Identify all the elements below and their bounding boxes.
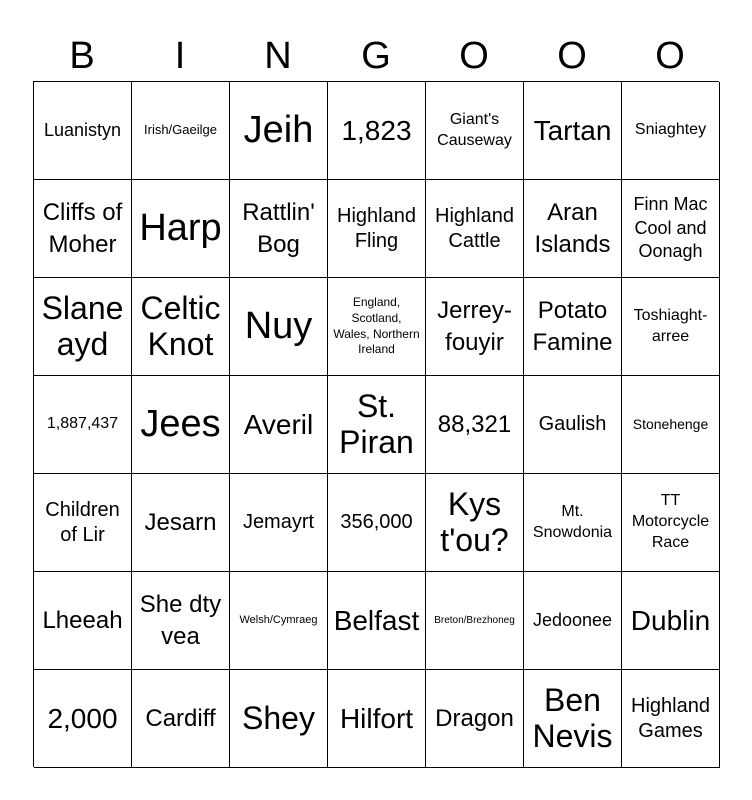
cell-text: St. Piran <box>339 388 414 460</box>
cell-text: Ben Nevis <box>532 682 613 754</box>
bingo-cell[interactable] <box>34 180 132 278</box>
bingo-cell[interactable] <box>328 670 426 768</box>
cell-text: She dty vea <box>139 591 222 650</box>
cell-text: Celtic Knot <box>140 290 221 362</box>
header-letter-i: I <box>174 35 186 77</box>
bingo-cell[interactable] <box>426 278 524 376</box>
cell-text: Jemayrt <box>242 511 315 533</box>
bingo-cell[interactable] <box>230 474 328 572</box>
cell-text: England, Scotland, Wales, Northern Ireland <box>333 295 420 357</box>
header-letter-o: O <box>459 35 489 77</box>
bingo-cell[interactable] <box>34 572 132 670</box>
header-letter-g: G <box>361 35 391 77</box>
bingo-cell[interactable] <box>524 572 622 670</box>
bingo-cell[interactable] <box>328 82 426 180</box>
cell-text: Toshiaght-arree <box>633 306 708 345</box>
cell-text: Dragon <box>435 704 514 732</box>
bingo-cell[interactable] <box>524 474 622 572</box>
cell-text: Slane ayd <box>41 290 124 362</box>
header-letter-n: N <box>264 35 292 77</box>
bingo-cell[interactable] <box>34 376 132 474</box>
cell-text: Averil <box>243 408 314 440</box>
bingo-cell[interactable] <box>622 180 720 278</box>
bingo-cell[interactable] <box>524 670 622 768</box>
cell-text: 2,000 <box>47 702 118 734</box>
cell-text: Highland Cattle <box>435 204 514 252</box>
bingo-cell[interactable] <box>524 278 622 376</box>
cell-text: Nuy <box>244 304 313 347</box>
cell-text: 356,000 <box>340 511 413 533</box>
cell-text: Children of Lir <box>45 498 120 546</box>
bingo-cell[interactable] <box>230 82 328 180</box>
bingo-cell[interactable] <box>524 180 622 278</box>
bingo-cell[interactable] <box>34 82 132 180</box>
bingo-cell[interactable] <box>34 474 132 572</box>
cell-text: Luanistyn <box>43 119 122 140</box>
bingo-cell[interactable] <box>132 82 230 180</box>
bingo-cell[interactable] <box>622 82 720 180</box>
cell-text: Breton/Brezhoneg <box>434 614 515 626</box>
cell-text: Stonehenge <box>632 415 709 432</box>
cell-text: Jerrey-fouyir <box>437 297 512 356</box>
cell-text: Hilfort <box>339 702 414 734</box>
bingo-cell[interactable] <box>132 474 230 572</box>
bingo-cell[interactable] <box>230 278 328 376</box>
bingo-cell[interactable] <box>426 572 524 670</box>
cell-text: Jeih <box>243 108 314 151</box>
cell-text: Jesarn <box>144 508 217 536</box>
cell-text: Lheeah <box>42 606 123 634</box>
bingo-cell[interactable] <box>230 670 328 768</box>
bingo-cell[interactable] <box>132 180 230 278</box>
cell-text: Harp <box>139 206 222 249</box>
cell-text: 1,887,437 <box>46 415 119 433</box>
cell-text: Shey <box>242 699 315 736</box>
cell-text: Cardiff <box>145 704 216 732</box>
bingo-cell[interactable] <box>132 670 230 768</box>
cell-text: Sniaghtey <box>634 121 707 139</box>
cell-text: Giant's Causeway <box>437 110 512 149</box>
bingo-cell[interactable] <box>524 376 622 474</box>
bingo-cell[interactable] <box>230 180 328 278</box>
bingo-board <box>33 81 719 767</box>
bingo-cell[interactable] <box>426 82 524 180</box>
bingo-cell[interactable] <box>328 474 426 572</box>
bingo-cell[interactable] <box>132 278 230 376</box>
cell-text: Gaulish <box>538 413 607 435</box>
bingo-cell[interactable] <box>426 180 524 278</box>
bingo-cell[interactable] <box>622 474 720 572</box>
cell-text: Dublin <box>630 604 711 636</box>
cell-text: Rattlin' Bog <box>242 199 315 258</box>
bingo-cell[interactable] <box>622 376 720 474</box>
bingo-header <box>33 30 719 82</box>
cell-text: 88,321 <box>437 410 512 438</box>
bingo-cell[interactable] <box>426 474 524 572</box>
cell-text: Belfast <box>333 604 420 636</box>
cell-text: Mt. Snowdonia <box>532 502 613 541</box>
header-letter-o-3: O <box>655 35 685 77</box>
bingo-cell[interactable] <box>426 376 524 474</box>
cell-text: Cliffs of Moher <box>42 199 123 258</box>
cell-text: Aran Islands <box>534 199 611 258</box>
header-letter-b: B <box>69 35 95 77</box>
bingo-cell[interactable] <box>622 572 720 670</box>
cell-text: 1,823 <box>341 114 412 146</box>
cell-text: Jedoonee <box>532 609 613 630</box>
bingo-cell[interactable] <box>132 572 230 670</box>
bingo-cell[interactable] <box>426 670 524 768</box>
bingo-cell[interactable] <box>328 376 426 474</box>
bingo-cell[interactable] <box>328 180 426 278</box>
cell-text: Highland Fling <box>337 204 416 252</box>
cell-text: Highland Games <box>631 694 710 742</box>
bingo-cell[interactable] <box>622 278 720 376</box>
bingo-cell[interactable] <box>230 376 328 474</box>
header-letter-o-2: O <box>557 35 587 77</box>
cell-text: TT Motorcycle Race <box>631 492 710 551</box>
cell-text: Kys t'ou? <box>440 486 509 558</box>
bingo-cell[interactable] <box>34 278 132 376</box>
cell-text: Potato Famine <box>532 297 613 356</box>
cell-text: Finn Mac Cool and Oonagh <box>633 194 708 262</box>
bingo-cell[interactable] <box>622 670 720 768</box>
cell-text: Tartan <box>533 114 612 146</box>
bingo-cell[interactable] <box>34 670 132 768</box>
cell-text: Jees <box>140 402 221 445</box>
cell-text: Welsh/Cymraeg <box>239 613 318 626</box>
bingo-cell[interactable] <box>230 572 328 670</box>
bingo-cell[interactable] <box>132 376 230 474</box>
cell-text: Irish/Gaeilge <box>144 122 217 138</box>
bingo-cell[interactable] <box>328 572 426 670</box>
bingo-cell[interactable] <box>524 82 622 180</box>
bingo-cell[interactable] <box>328 278 426 376</box>
